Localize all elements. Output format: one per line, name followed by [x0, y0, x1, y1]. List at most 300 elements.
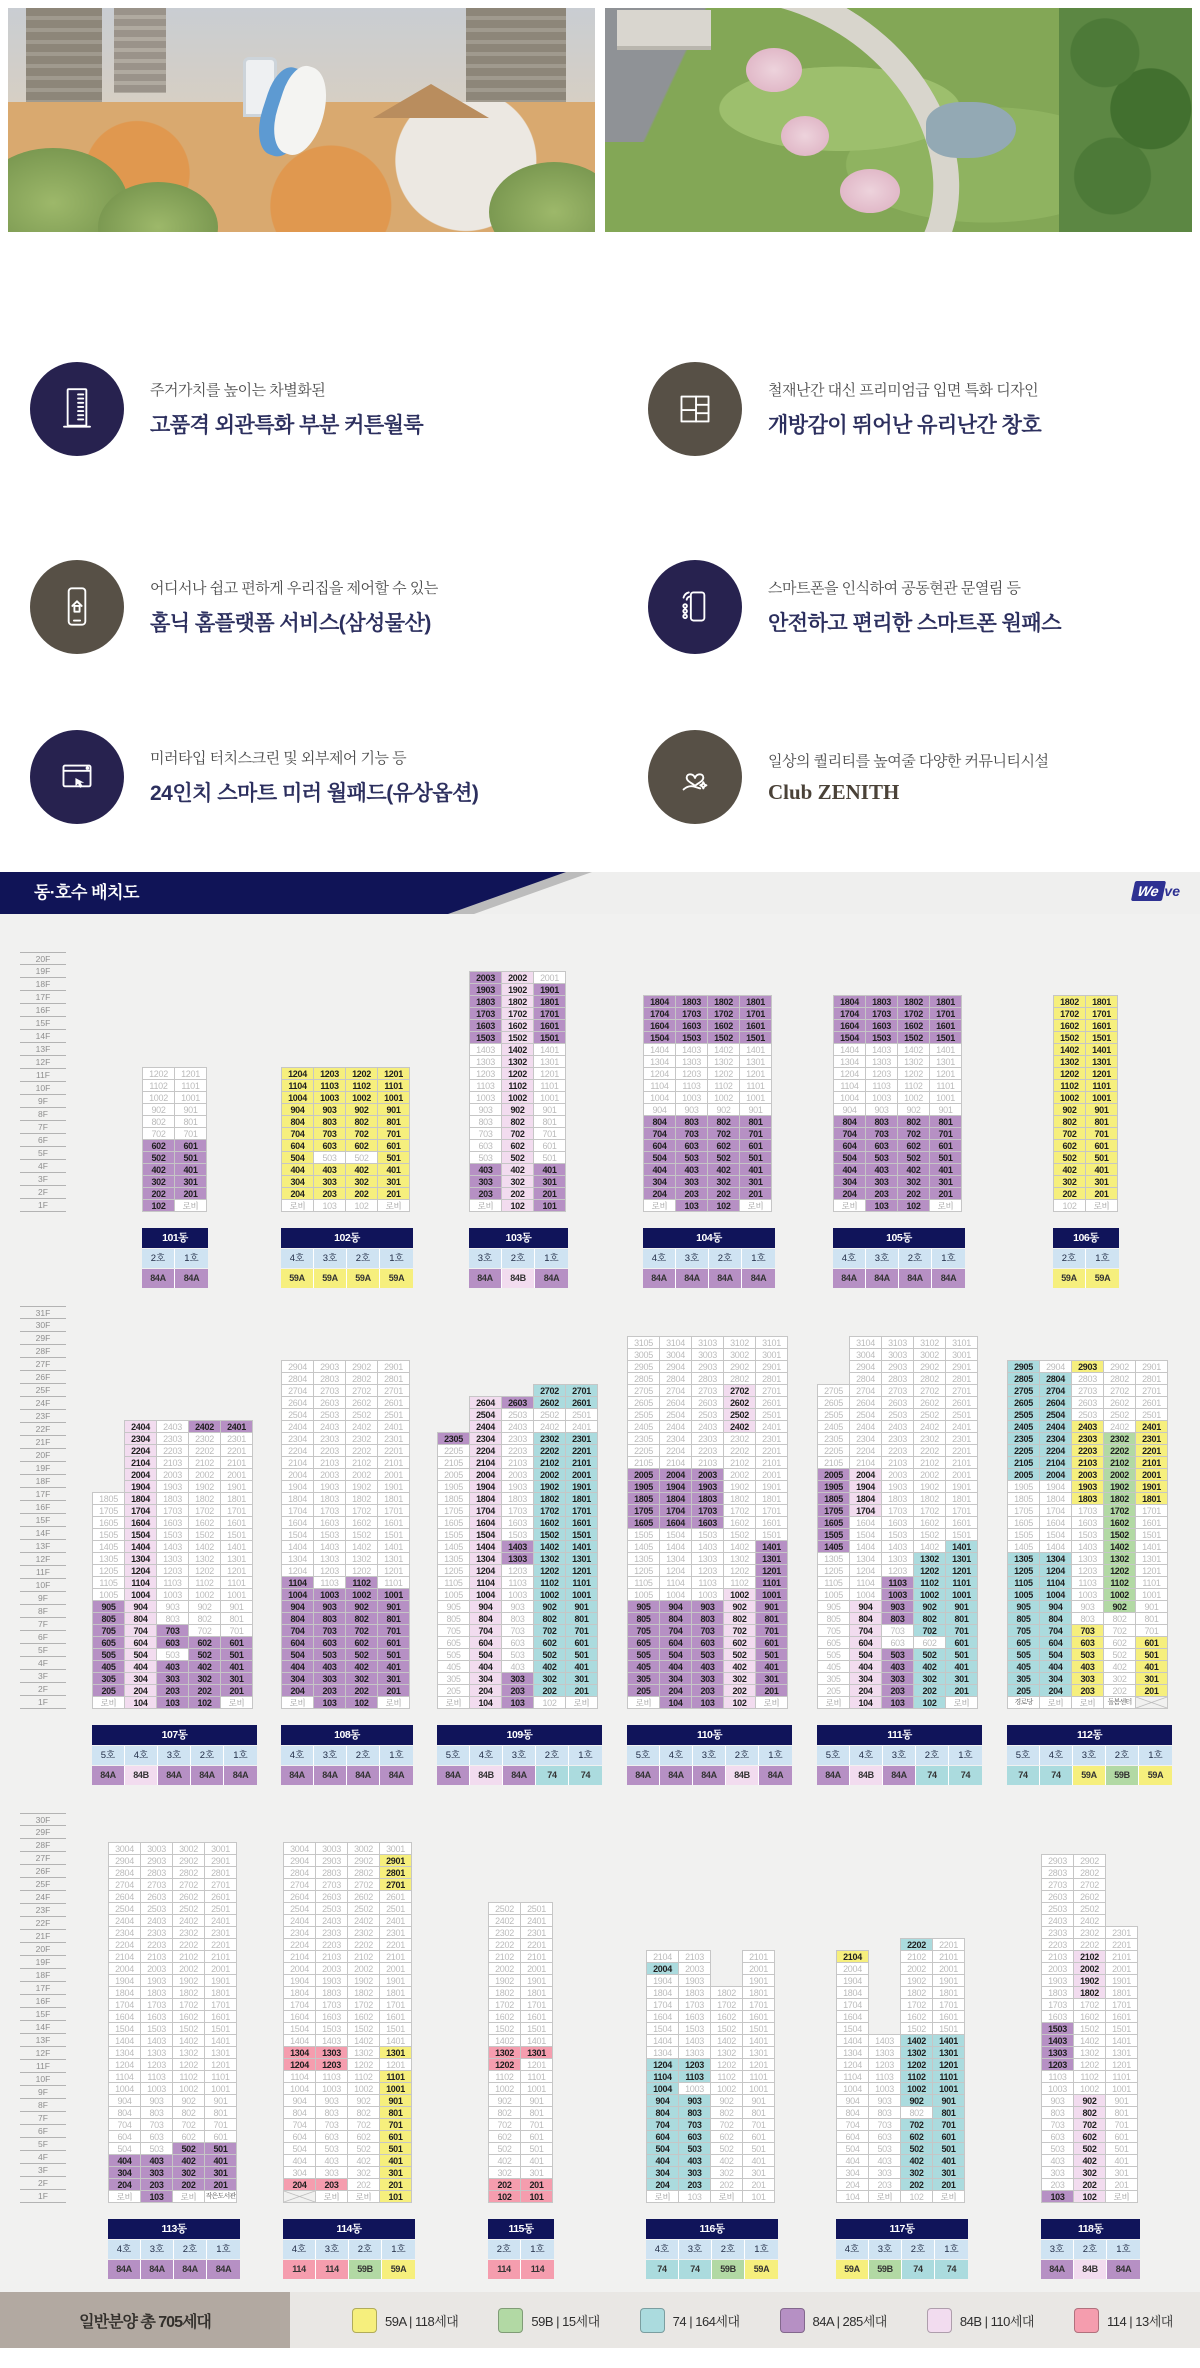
unit-cell: 1302: [533, 1552, 566, 1565]
unit-cell: 604: [108, 2130, 141, 2143]
unit-cell: 2904: [108, 1854, 141, 1867]
unit-cell: 2202: [347, 1938, 380, 1951]
unit-cell: 1105: [1007, 1576, 1040, 1589]
unit-cell: 1704: [833, 1007, 866, 1020]
unit-cell: 3004: [108, 1842, 141, 1855]
unit-cell: 2601: [204, 1890, 237, 1903]
unit-cell: 1404: [646, 2034, 679, 2047]
ho-row: [469, 1249, 568, 1268]
unit-cell: 602: [913, 1636, 946, 1649]
unit-cell: 1102: [488, 2070, 521, 2083]
feature-row: [30, 552, 1170, 662]
unit-cell: 1704: [469, 1504, 502, 1517]
unit-cell: 1103: [865, 1079, 898, 1092]
unit-cell: 903: [313, 1103, 346, 1116]
unit-cell: 1602: [897, 1019, 930, 1032]
unit-cell: 1303: [691, 1552, 724, 1565]
unit-cell: 903: [691, 1600, 724, 1613]
unit-cell: 801: [565, 1612, 598, 1625]
unit-cell: 2203: [313, 1444, 346, 1457]
floor-label: 15F: [20, 2008, 66, 2021]
unit-cell: 2303: [1071, 1432, 1104, 1445]
unit-cell: 2104: [281, 1456, 314, 1469]
unit-cell: 1003: [678, 2082, 711, 2095]
unit-cell: 803: [313, 1612, 346, 1625]
unit-cell: 202: [345, 1187, 378, 1200]
unit-cell: 1502: [501, 1031, 534, 1044]
unit-cell: 603: [865, 1139, 898, 1152]
unit-cell: 1602: [913, 1516, 946, 1529]
type-label: 84A: [866, 1269, 899, 1288]
ho-row: [643, 1249, 775, 1268]
unit-cell: 2303: [140, 1926, 173, 1939]
unit-cell: 1002: [345, 1091, 378, 1104]
floor-label: 30F: [20, 1813, 66, 1826]
unit-cell: 1205: [1007, 1564, 1040, 1577]
unit-cell: 2903: [691, 1360, 724, 1373]
unit-cell: 703: [868, 2118, 901, 2131]
ho-label: 4호: [646, 2240, 679, 2259]
unit-cell: 2603: [1071, 1396, 1104, 1409]
unit-cell: 2601: [377, 1396, 410, 1409]
ho-row: [1007, 1746, 1172, 1765]
unit-cell: 405: [92, 1660, 125, 1673]
unit-cell: 502: [345, 1151, 378, 1164]
unit-cell: 1103: [881, 1576, 914, 1589]
unit-cell: 604: [281, 1139, 314, 1152]
unit-cell: 505: [627, 1648, 660, 1661]
unit-cell: 502: [533, 1648, 566, 1661]
unit-cell: 1904: [124, 1480, 157, 1493]
unit-cell: 2004: [1039, 1468, 1072, 1481]
unit-cell: 1504: [833, 1031, 866, 1044]
unit-cell: 701: [533, 1127, 566, 1140]
unit-cell: 505: [437, 1648, 470, 1661]
lobby-cell: 로비: [315, 2190, 348, 2203]
unit-cell: 2303: [313, 1432, 346, 1445]
unit-cell: 1603: [1071, 1516, 1104, 1529]
floor-label: 2F: [20, 1186, 66, 1199]
unit-cell: 2605: [627, 1396, 660, 1409]
floor-label: 3F: [20, 1670, 66, 1683]
unit-cell: 301: [520, 2166, 553, 2179]
unit-cell: 402: [723, 1660, 756, 1673]
unit-cell: 2501: [945, 1408, 978, 1421]
unit-cell: 3103: [881, 1336, 914, 1349]
feature-item: [600, 354, 1170, 464]
unit-cell: 2202: [723, 1444, 756, 1457]
unit-cell: 303: [881, 1672, 914, 1685]
legend-label: 74 | 164세대: [672, 2313, 740, 2329]
unit-cell: 2901: [1135, 1360, 1168, 1373]
unit-cell: 1801: [929, 995, 962, 1008]
unit-cell: 504: [281, 1648, 314, 1661]
unit-cell: 2401: [1135, 1420, 1168, 1433]
type-label: 84A: [742, 1269, 775, 1288]
unit-cell: 2601: [755, 1396, 788, 1409]
unit-cell: 1601: [929, 1019, 962, 1032]
unit-cell: 704: [281, 1127, 314, 1140]
unit-cell: 1405: [1007, 1540, 1040, 1553]
type-label: 59A: [347, 1269, 380, 1288]
unit-column: [817, 1384, 850, 1709]
unit-cell: 501: [377, 1648, 410, 1661]
unit-cell: 1604: [1039, 1516, 1072, 1529]
type-label: 74: [536, 1766, 569, 1785]
type-label: 84A: [643, 1269, 676, 1288]
unit-cell: 1403: [675, 1043, 708, 1056]
unit-cell: 2302: [347, 1926, 380, 1939]
floor-label: 10F: [20, 2073, 66, 2086]
unit-cell: 402: [710, 2154, 743, 2167]
type-label: 84A: [108, 2260, 141, 2279]
unit-cell: 2601: [379, 1890, 412, 1903]
unit-cell: 503: [156, 1648, 189, 1661]
unit-cell: 2202: [900, 1938, 933, 1951]
unit-cell: 1604: [836, 2010, 869, 2023]
unit-cell: 1202: [488, 2058, 521, 2071]
unit-cell: 2804: [283, 1866, 316, 1879]
unit-cell: 1303: [313, 1552, 346, 1565]
unit-cell: 801: [220, 1612, 253, 1625]
ho-row: [281, 1746, 413, 1765]
unit-cell: 1501: [204, 2022, 237, 2035]
type-row: [646, 2260, 778, 2279]
unit-cell: 1801: [945, 1492, 978, 1505]
unit-cell: 1702: [488, 1998, 521, 2011]
unit-cell: 1101: [379, 2070, 412, 2083]
unit-cell: 604: [659, 1636, 692, 1649]
unit-cell: 802: [900, 2106, 933, 2119]
unit-cell: 2601: [945, 1396, 978, 1409]
unit-cell: 404: [833, 1163, 866, 1176]
unit-cell: 1204: [643, 1067, 676, 1080]
unit-cell: 1905: [437, 1480, 470, 1493]
ho-row: [142, 1249, 208, 1268]
unit-cell: 2504: [469, 1408, 502, 1421]
unit-cell: 2401: [945, 1420, 978, 1433]
unit-cell: 1503: [501, 1528, 534, 1541]
unit-cell: 1505: [627, 1528, 660, 1541]
ho-label: 2호: [916, 1746, 949, 1765]
unit-cell: 2403: [1041, 1914, 1074, 1927]
unit-cell: 304: [108, 2166, 141, 2179]
unit-cell: 2201: [220, 1444, 253, 1457]
floor-label: 6F: [20, 1631, 66, 1644]
unit-cell: 1902: [723, 1480, 756, 1493]
unit-cell: 1801: [1085, 995, 1118, 1008]
unit-cell: 101: [533, 1199, 566, 1212]
unit-cell: 1502: [900, 2022, 933, 2035]
unit-cell: 1905: [817, 1480, 850, 1493]
unit-cell: 1302: [897, 1055, 930, 1068]
unit-cell: 1404: [1039, 1540, 1072, 1553]
unit-cell: 501: [739, 1151, 772, 1164]
unit-cell: 1402: [897, 1043, 930, 1056]
building-block: [1007, 1360, 1172, 1785]
unit-column: [281, 1360, 314, 1709]
ho-label: 5호: [627, 1746, 660, 1765]
unit-cell: 2702: [1103, 1384, 1136, 1397]
unit-cell: 1002: [1053, 1091, 1086, 1104]
unit-cell: 1802: [1053, 995, 1086, 1008]
unit-cell: 1005: [817, 1588, 850, 1601]
legend-item: [498, 2308, 599, 2333]
unit-cell: 2804: [849, 1372, 882, 1385]
unit-cell: 2003: [313, 1468, 346, 1481]
unit-cell: 1102: [345, 1079, 378, 1092]
unit-cell: 603: [1071, 1636, 1104, 1649]
unit-cell: 2102: [533, 1456, 566, 1469]
unit-cell: 2202: [345, 1444, 378, 1457]
unit-cell: 2602: [1103, 1396, 1136, 1409]
unit-cell: 2803: [313, 1372, 346, 1385]
unit-cell: 1502: [897, 1031, 930, 1044]
unit-cell: 2705: [817, 1384, 850, 1397]
building-shape: [26, 8, 102, 111]
unit-cell: 1804: [281, 1492, 314, 1505]
unit-column: [520, 1902, 553, 2203]
ho-label: 2호: [536, 1746, 569, 1765]
unit-column: [865, 995, 898, 1212]
unit-cell: 202: [710, 2178, 743, 2191]
building-grid: [437, 1384, 602, 1709]
unit-cell: 303: [868, 2166, 901, 2179]
unit-cell: 401: [204, 2154, 237, 2167]
unit-cell: 1301: [565, 1552, 598, 1565]
unit-cell: 803: [881, 1612, 914, 1625]
unit-cell: 2302: [913, 1432, 946, 1445]
unit-cell: 1301: [379, 2046, 412, 2059]
unit-cell: 1302: [1103, 1552, 1136, 1565]
unit-cell: 702: [710, 2118, 743, 2131]
type-label: 59B: [1106, 1766, 1139, 1785]
unit-cell: 1703: [501, 1504, 534, 1517]
unit-cell: 802: [345, 1612, 378, 1625]
building-name: 105동: [833, 1228, 965, 1248]
unit-cell: 303: [678, 2166, 711, 2179]
unit-cell: 601: [533, 1139, 566, 1152]
unit-cell: 304: [643, 1175, 676, 1188]
unit-cell: 802: [488, 2106, 521, 2119]
unit-cell: 1102: [172, 2070, 205, 2083]
unit-cell: 1802: [488, 1986, 521, 1999]
unit-cell: 901: [520, 2094, 553, 2107]
unit-cell: 301: [1105, 2166, 1138, 2179]
unit-cell: 1202: [1053, 1067, 1086, 1080]
floor-label: 18F: [20, 1969, 66, 1982]
unit-cell: 1602: [345, 1516, 378, 1529]
unit-cell: 1403: [881, 1540, 914, 1553]
unit-cell: 1502: [172, 2022, 205, 2035]
unit-cell: 2404: [283, 1914, 316, 1927]
unit-cell: 1004: [659, 1588, 692, 1601]
unit-cell: 2902: [172, 1854, 205, 1867]
unit-cell: 2403: [881, 1420, 914, 1433]
feature-title: 개방감이 뛰어난 유리난간 창호: [768, 414, 1042, 437]
unit-cell: 1504: [281, 1528, 314, 1541]
lobby-cell: 로비: [1039, 1696, 1072, 1709]
unit-cell: 801: [1105, 2106, 1138, 2119]
unit-cell: 1702: [723, 1504, 756, 1517]
unit-cell: 2403: [1071, 1420, 1104, 1433]
unit-cell: 1704: [283, 1998, 316, 2011]
unit-cell: 103: [501, 1696, 534, 1709]
type-label: 59A: [745, 2260, 778, 2279]
unit-cell: 1103: [678, 2070, 711, 2083]
unit-cell: 1101: [929, 1079, 962, 1092]
type-label: 84A: [1107, 2260, 1140, 2279]
unit-cell: 1201: [1135, 1564, 1168, 1577]
unit-cell: 2402: [188, 1420, 221, 1433]
unit-cell: 803: [469, 1115, 502, 1128]
unit-cell: 201: [755, 1684, 788, 1697]
unit-cell: 2202: [488, 1938, 521, 1951]
unit-cell: 503: [140, 2142, 173, 2155]
unit-cell: 1304: [659, 1552, 692, 1565]
unit-cell: 1204: [833, 1067, 866, 1080]
canopy-shape: [373, 84, 489, 118]
unit-cell: 2801: [755, 1372, 788, 1385]
unit-cell: 704: [646, 2118, 679, 2131]
unit-cell: 202: [172, 2178, 205, 2191]
unit-cell: 402: [533, 1660, 566, 1673]
unit-cell: 704: [469, 1624, 502, 1637]
unit-cell: 604: [124, 1636, 157, 1649]
unit-cell: 1903: [678, 1974, 711, 1987]
unit-cell: 1502: [347, 2022, 380, 2035]
feature-list: [0, 354, 1200, 832]
unit-column: [469, 971, 502, 1212]
unit-cell: 2002: [188, 1468, 221, 1481]
type-row: [1041, 2260, 1140, 2279]
unit-cell: 2203: [315, 1938, 348, 1951]
unit-cell: 1804: [836, 1986, 869, 1999]
unit-cell: 1303: [678, 2046, 711, 2059]
unit-cell: 2702: [172, 1878, 205, 1891]
unit-cell: 1003: [868, 2082, 901, 2095]
unit-cell: 1203: [881, 1564, 914, 1577]
unit-cell: 1002: [897, 1091, 930, 1104]
unit-cell: 1001: [945, 1588, 978, 1601]
unit-cell: 1503: [881, 1528, 914, 1541]
unit-cell: 1501: [945, 1528, 978, 1541]
unit-cell: 201: [929, 1187, 962, 1200]
unit-column: [142, 1067, 175, 1212]
unit-cell: 103: [1041, 2190, 1074, 2203]
type-label: 84A: [175, 1269, 208, 1288]
unit-cell: 1401: [220, 1540, 253, 1553]
unit-cell: 2103: [1041, 1950, 1074, 1963]
unit-cell: 1301: [1105, 2046, 1138, 2059]
unit-cell: 2003: [140, 1962, 173, 1975]
building-name: 115동: [488, 2219, 554, 2239]
unit-cell: 503: [678, 2142, 711, 2155]
unit-cell: 1401: [377, 1540, 410, 1553]
unit-cell: 1804: [659, 1492, 692, 1505]
unit-cell: 1103: [868, 2070, 901, 2083]
unit-cell: 1601: [932, 2010, 965, 2023]
unit-cell: 2803: [315, 1866, 348, 1879]
type-row: [281, 1766, 413, 1785]
unit-cell: 1705: [1007, 1504, 1040, 1517]
unit-cell: 2101: [742, 1950, 775, 1963]
ho-label: 1호: [949, 1746, 982, 1765]
type-label: 74: [1007, 1766, 1040, 1785]
unit-cell: 1904: [659, 1480, 692, 1493]
unit-cell: 1004: [108, 2082, 141, 2095]
unit-cell: 2402: [347, 1914, 380, 1927]
unit-cell: 1002: [533, 1588, 566, 1601]
unit-cell: 202: [533, 1684, 566, 1697]
unit-cell: 903: [881, 1600, 914, 1613]
legend-swatch: [498, 2308, 523, 2333]
unit-cell: 2502: [913, 1408, 946, 1421]
unit-cell: 301: [932, 2166, 965, 2179]
unit-cell: 404: [849, 1660, 882, 1673]
unit-cell: 1102: [723, 1576, 756, 1589]
unit-cell: 702: [188, 1624, 221, 1637]
unit-cell: 1801: [204, 1986, 237, 1999]
unit-cell: 2301: [520, 1926, 553, 1939]
unit-cell: 301: [377, 1175, 410, 1188]
unit-cell: 102: [345, 1199, 378, 1212]
floor-label: 1F: [20, 1696, 66, 1709]
lobby-cell: 로비: [347, 2190, 380, 2203]
ho-row: [836, 2240, 968, 2259]
unit-cell: 905: [1007, 1600, 1040, 1613]
unit-cell: 1801: [739, 995, 772, 1008]
floor-label: 16F: [20, 1501, 66, 1514]
unit-cell: 201: [220, 1684, 253, 1697]
ho-label: 1호: [569, 1746, 602, 1765]
ho-label: 4호: [470, 1746, 503, 1765]
unit-cell: 2603: [1041, 1890, 1074, 1903]
unit-cell: 2001: [533, 971, 566, 984]
unit-cell: 504: [281, 1151, 314, 1164]
unit-cell: 202: [345, 1684, 378, 1697]
unit-cell: 1903: [1041, 1974, 1074, 1987]
unit-cell: 1604: [283, 2010, 316, 2023]
unit-cell: 1101: [565, 1576, 598, 1589]
unit-cell: 2602: [172, 1890, 205, 1903]
unit-cell: 603: [678, 2130, 711, 2143]
floor-label: 5F: [20, 2138, 66, 2151]
unit-cell: 901: [945, 1600, 978, 1613]
unit-column: [739, 995, 772, 1212]
legend-item: [927, 2308, 1034, 2333]
unit-cell: 1601: [1085, 1019, 1118, 1032]
floor-label: 1F: [20, 1199, 66, 1212]
unit-cell: 1505: [92, 1528, 125, 1541]
ho-label: 4호: [660, 1746, 693, 1765]
unit-cell: 902: [710, 2094, 743, 2107]
unit-cell: 601: [1135, 1636, 1168, 1649]
unit-cell: 2601: [1135, 1396, 1168, 1409]
building-name: 107동: [92, 1725, 257, 1745]
unit-cell: 1903: [691, 1480, 724, 1493]
ho-row: [283, 2240, 415, 2259]
unit-cell: 102: [533, 1696, 566, 1709]
unit-cell: 1304: [836, 2046, 869, 2059]
unit-cell: 802: [707, 1115, 740, 1128]
unit-cell: 602: [142, 1139, 175, 1152]
unit-cell: 601: [1085, 1139, 1118, 1152]
unit-cell: 804: [849, 1612, 882, 1625]
unit-cell: 705: [627, 1624, 660, 1637]
unit-cell: 801: [1085, 1115, 1118, 1128]
unit-cell: 1803: [315, 1986, 348, 1999]
